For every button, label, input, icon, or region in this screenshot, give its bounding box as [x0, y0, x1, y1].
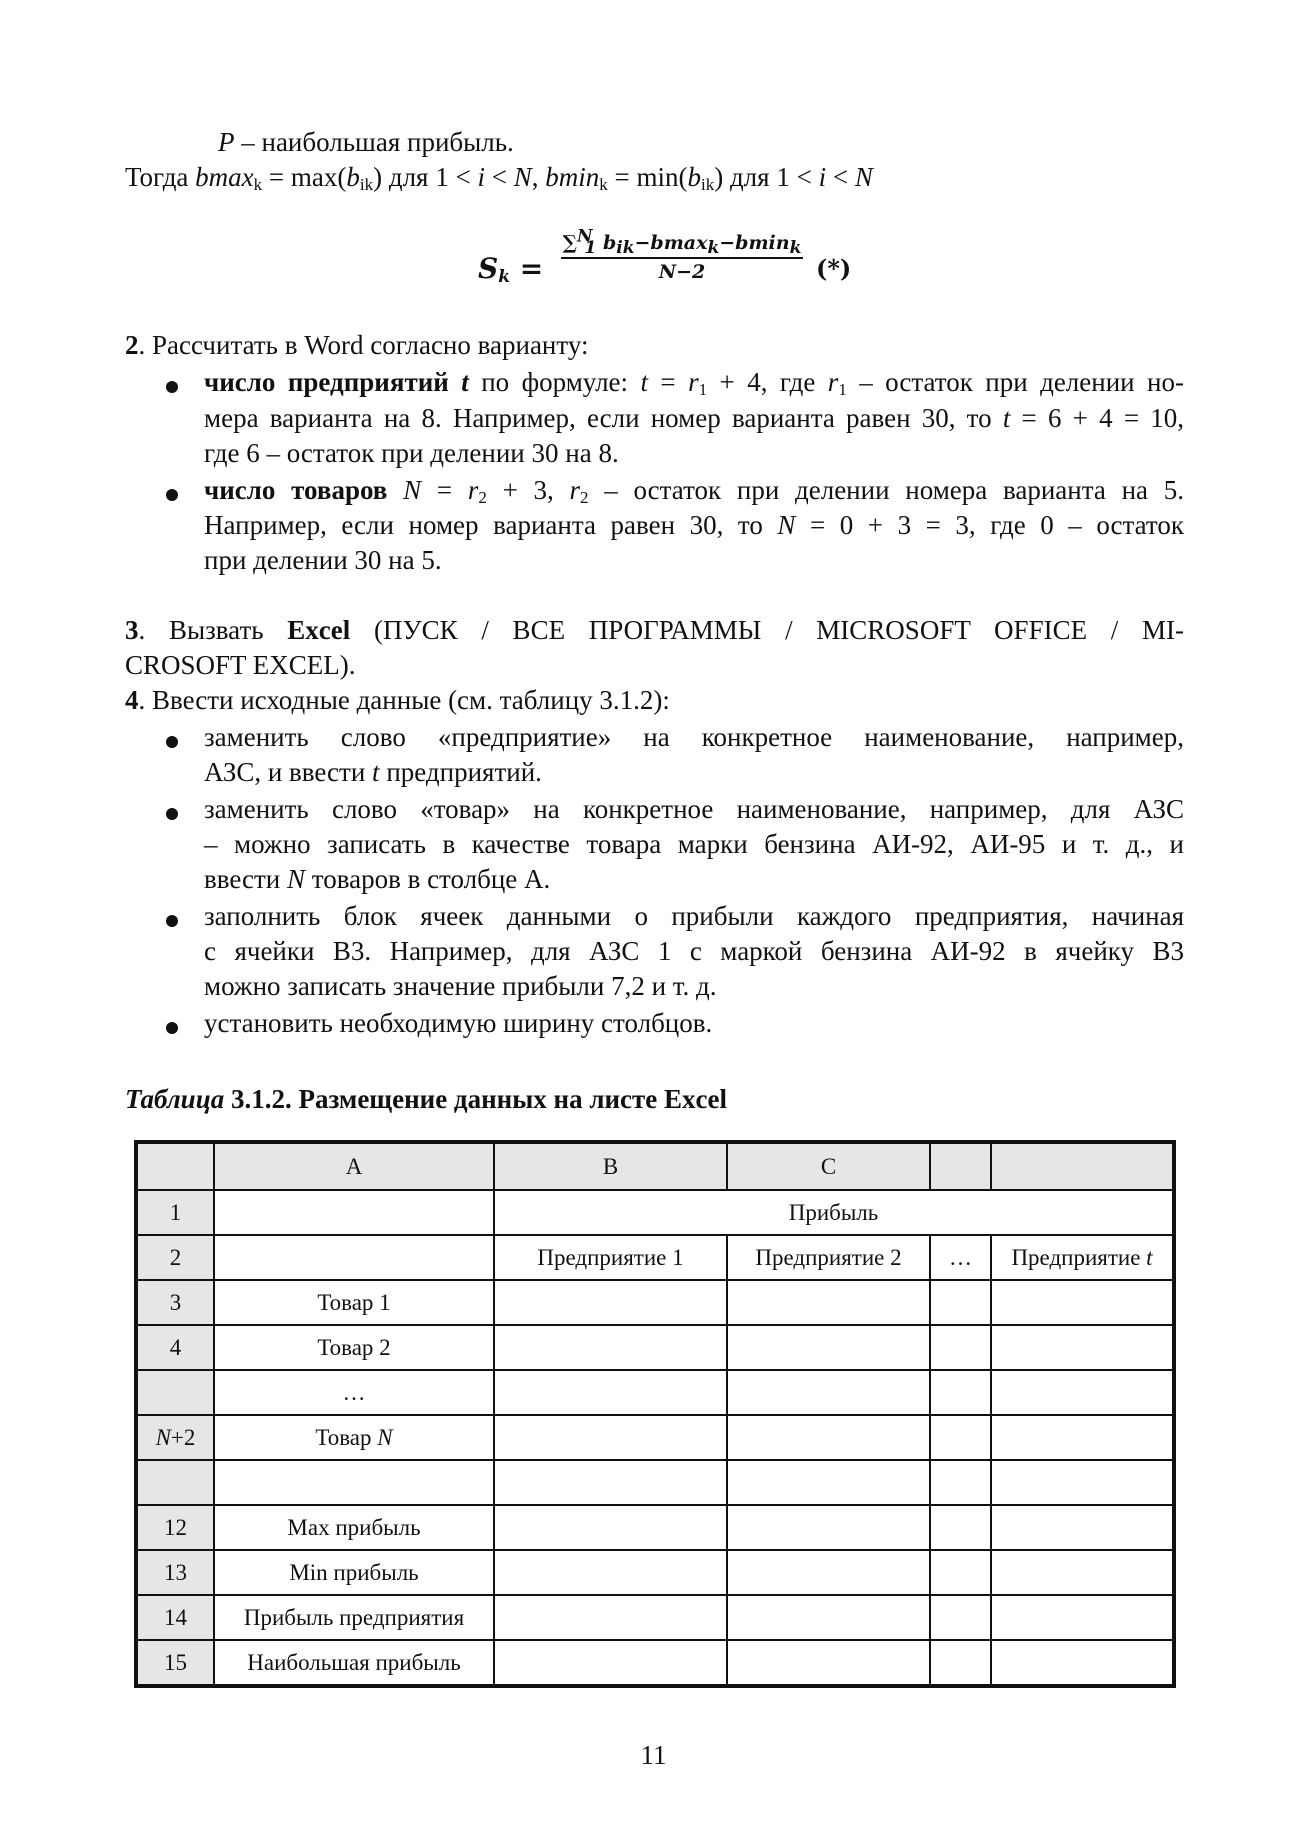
table-row [136, 1370, 1174, 1415]
table-header-row [136, 1142, 1174, 1190]
corner-cell [136, 1142, 214, 1190]
formula-denominator: N−2 [658, 261, 706, 283]
step2-bullet2-line3: при делении 30 на 5. [204, 545, 442, 575]
column-header-a: A [214, 1142, 494, 1190]
formula-numerator: ∑$^N_1$ $b_{ik}-bmax_k-bmin_k$ [562, 226, 802, 258]
table-cell [214, 1190, 494, 1235]
enterprise-t-cell: Предприятие t [991, 1235, 1174, 1280]
step2-bullet2-line2: Например, если номер варианта равен 30, то N = 0 + 3 = 3, где 0 – остаток [204, 510, 1184, 540]
table-cell [214, 1235, 494, 1280]
enterprise-1-cell: Предприятие 1 [494, 1235, 727, 1280]
enterprise-profit-cell: Прибыль предприятия [214, 1595, 494, 1640]
max-profit-cell: Max прибыль [214, 1505, 494, 1550]
enterprise-2-cell: Предприятие 2 [727, 1235, 930, 1280]
table-row [136, 1280, 1174, 1325]
table-row [136, 1595, 1174, 1640]
bullet-icon [166, 915, 178, 927]
table-row [136, 1190, 1174, 1235]
formula-fraction [552, 226, 812, 283]
intro-p-line: P – наибольшая прибыль. [218, 127, 514, 157]
step4-bullet1-line2: АЗС, и ввести t предприятий. [204, 757, 542, 787]
step4-bullet2-line1: заменить слово «товар» на конкретное наименование, например, для АЗС [204, 794, 1184, 824]
step4-bullet2-line2: – можно записать в качестве товара марки бензина АИ-92, АИ-95 и т. д., и [204, 829, 1184, 859]
row-header: 15 [136, 1640, 214, 1686]
ellipsis-cell: … [930, 1235, 991, 1280]
bullet-icon [166, 381, 178, 393]
step4-bullet4-line1: установить необходимую ширину столбцов. [204, 1008, 713, 1038]
column-header-empty [991, 1142, 1174, 1190]
product-cell: Товар N [214, 1415, 494, 1460]
bullet-icon [166, 808, 178, 820]
step4-bullet1-line1: заменить слово «предприятие» на конкретное наименование, например, [204, 722, 1184, 752]
page-number: 11 [640, 1740, 667, 1770]
row-header: 1 [136, 1190, 214, 1235]
row-header: N+2 [136, 1415, 214, 1460]
ellipsis-cell: … [214, 1370, 494, 1415]
min-profit-cell: Min прибыль [214, 1550, 494, 1595]
row-header: 12 [136, 1505, 214, 1550]
step4-bullet3-line2: с ячейки В3. Например, для АЗС 1 с маркой бензина АИ-92 в ячейку В3 [204, 936, 1184, 966]
table-row [136, 1505, 1174, 1550]
row-header: 14 [136, 1595, 214, 1640]
step2-bullet2-line1: число товаров $N = r_2 + 3$, $r_2$ – остаток при делении номера варианта на 5. [204, 475, 1184, 507]
step2-bullet1-line3: где 6 – остаток при делении 30 на 8. [204, 438, 619, 468]
step4-bullet3-line1: заполнить блок ячеек данными о прибыли каждого предприятия, начиная [204, 901, 1184, 931]
row-header: 3 [136, 1280, 214, 1325]
bullet-icon [166, 489, 178, 501]
step2-heading: 2. Рассчитать в Word согласно варианту: [125, 330, 589, 360]
row-header: 13 [136, 1550, 214, 1595]
column-header-c: C [727, 1142, 930, 1190]
intro-then-line: Тогда $bmax_k = \max(b_{ik})$ для 1 < i < N, $bmin_k = \min(b_{ik})$ для 1 < i < N [125, 162, 873, 194]
profit-header-cell: Прибыль [494, 1190, 1174, 1235]
table-row [136, 1415, 1174, 1460]
column-header-b: B [494, 1142, 727, 1190]
largest-profit-cell: Наибольшая прибыль [214, 1640, 494, 1686]
bullet-icon [166, 736, 178, 748]
bullet-icon [166, 1022, 178, 1034]
row-header: 2 [136, 1235, 214, 1280]
table-row [136, 1460, 1174, 1505]
table-row [136, 1235, 1174, 1280]
row-header: 4 [136, 1325, 214, 1370]
formula-lhs: $S_k$ = [478, 252, 544, 287]
table-caption: Таблица 3.1.2. Размещение данных на листе Excel [125, 1084, 728, 1114]
step2-bullet1-line2: мера варианта на 8. Например, если номер варианта равен 30, то t = 6 + 4 = 10, [204, 403, 1184, 433]
product-cell: Товар 1 [214, 1280, 494, 1325]
step4-bullet3-line3: можно записать значение прибыли 7,2 и т. д. [204, 971, 717, 1001]
step3-line2: CROSOFT EXCEL). [125, 650, 356, 680]
row-header [136, 1460, 214, 1505]
formula-label: (*) [816, 254, 852, 283]
step4-bullet2-line3: ввести N товаров в столбце А. [204, 864, 551, 894]
excel-layout-table [134, 1140, 1176, 1688]
table-row [136, 1325, 1174, 1370]
step4-heading: 4. Ввести исходные данные (см. таблицу 3.1.2): [125, 685, 670, 715]
step3-line1: 3. Вызвать Excel (ПУСК / ВСЕ ПРОГРАММЫ / MICROSOFT OFFICE / MI- [125, 615, 1184, 645]
product-cell: Товар 2 [214, 1325, 494, 1370]
row-header [136, 1370, 214, 1415]
step2-bullet1-line1: число предприятий t по формуле: $t = r_1 + 4$, где $r_1$ – остаток при делении но- [204, 367, 1184, 399]
table-row [136, 1550, 1174, 1595]
table-row [136, 1640, 1174, 1686]
column-header-empty [930, 1142, 991, 1190]
